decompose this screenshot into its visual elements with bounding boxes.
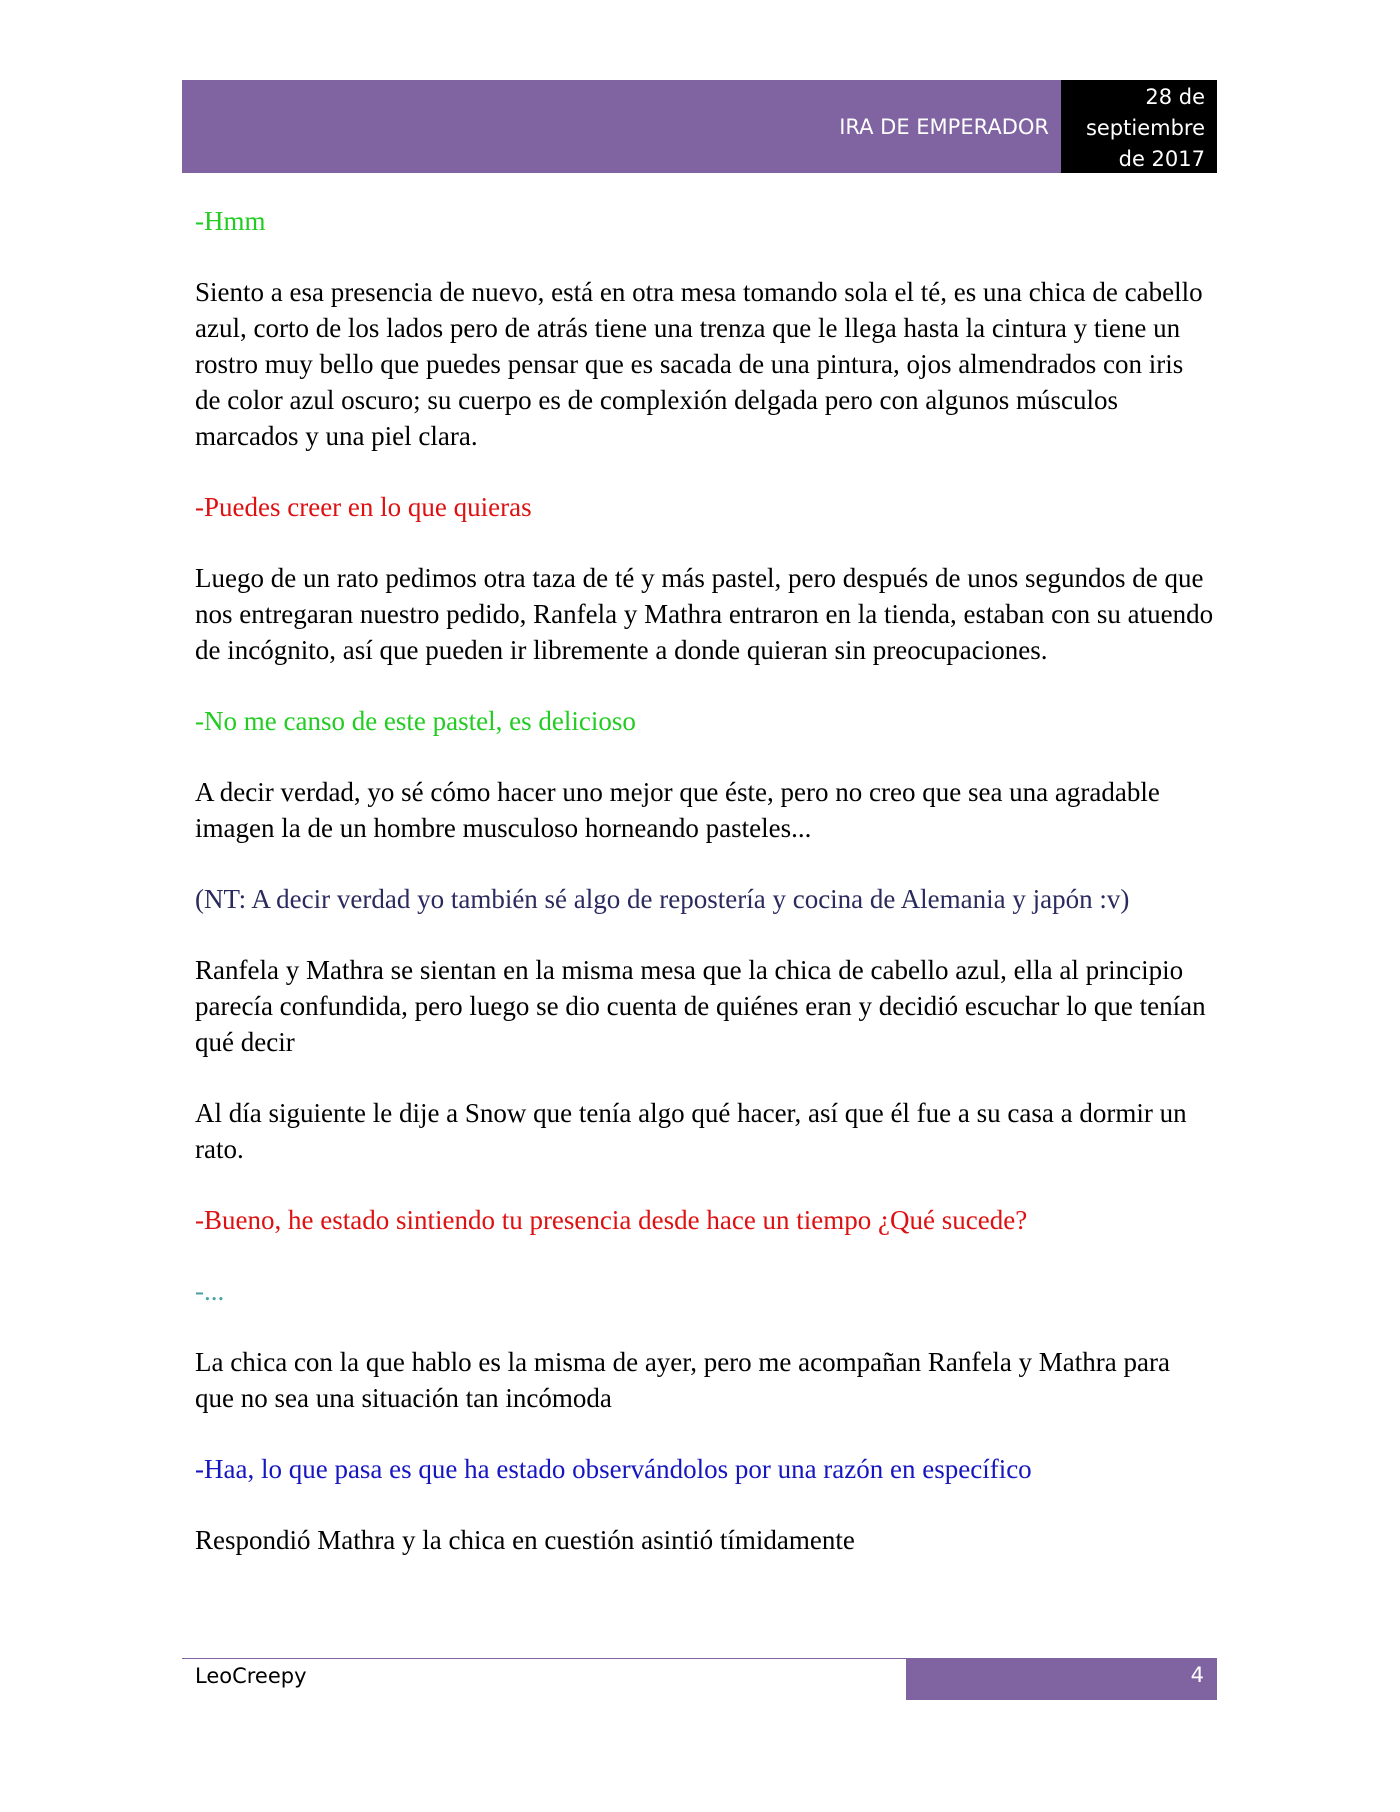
dialogue-line: -Haa, lo que pasa es que ha estado observándolos por una razón en específico	[195, 1454, 1032, 1484]
page-number: 4	[906, 1658, 1217, 1700]
dialogue-line: -...	[195, 1276, 225, 1306]
narration-paragraph: Siento a esa presencia de nuevo, está en otra mesa tomando sola el té, es una chica de cabello azul, corto de los lados pero de atrás tiene una trenza que le llega hasta la cintura y tiene un rostro muy bello que puedes pensar que es sacada de una pintura, ojos almendrados con iris de color azul oscuro; su cuerpo es de complexión delgada pero con algunos músculos marcados y una piel clara.	[195, 277, 1203, 451]
page-footer	[182, 1658, 1217, 1700]
narration-paragraph: Luego de un rato pedimos otra taza de té y más pastel, pero después de unos segundos de que nos entregaran nuestro pedido, Ranfela y Mathra entraron en la tienda, estaban con su atuendo de incógnito, así que pueden ir libremente a donde quieran sin preocupaciones.	[195, 563, 1214, 665]
narration-paragraph: La chica con la que hablo es la misma de ayer, pero me acompañan Ranfela y Mathra para que no sea una situación tan incómoda	[195, 1347, 1170, 1413]
dialogue-line: -No me canso de este pastel, es delicioso	[195, 706, 636, 736]
header-title-band	[182, 80, 1061, 173]
narration-paragraph: A decir verdad, yo sé cómo hacer uno mejor que éste, pero no creo que sea una agradable imagen la de un hombre musculoso horneando pasteles...	[195, 777, 1160, 843]
document-title: IRA DE EMPERADOR	[839, 114, 1049, 139]
narration-paragraph: Respondió Mathra y la chica en cuestión asintió tímidamente	[195, 1525, 855, 1555]
narration-paragraph: Al día siguiente le dije a Snow que tenía algo qué hacer, así que él fue a su casa a dormir un rato.	[195, 1098, 1187, 1164]
footer-author: LeoCreepy	[182, 1658, 906, 1700]
dialogue-line: -Bueno, he estado sintiendo tu presencia desde hace un tiempo ¿Qué sucede?	[195, 1205, 1028, 1235]
header-date: 28 de septiembre de 2017	[1061, 80, 1217, 173]
page-header	[182, 80, 1217, 173]
document-body	[195, 203, 1215, 1593]
translator-note: (NT: A decir verdad yo también sé algo de repostería y cocina de Alemania y japón :v)	[195, 884, 1130, 914]
dialogue-line: -Puedes creer en lo que quieras	[195, 492, 532, 522]
dialogue-line: -Hmm	[195, 206, 266, 236]
narration-paragraph: Ranfela y Mathra se sientan en la misma mesa que la chica de cabello azul, ella al principio parecía confundida, pero luego se dio cuenta de quiénes eran y decidió escuchar lo que tenían qué decir	[195, 955, 1206, 1057]
